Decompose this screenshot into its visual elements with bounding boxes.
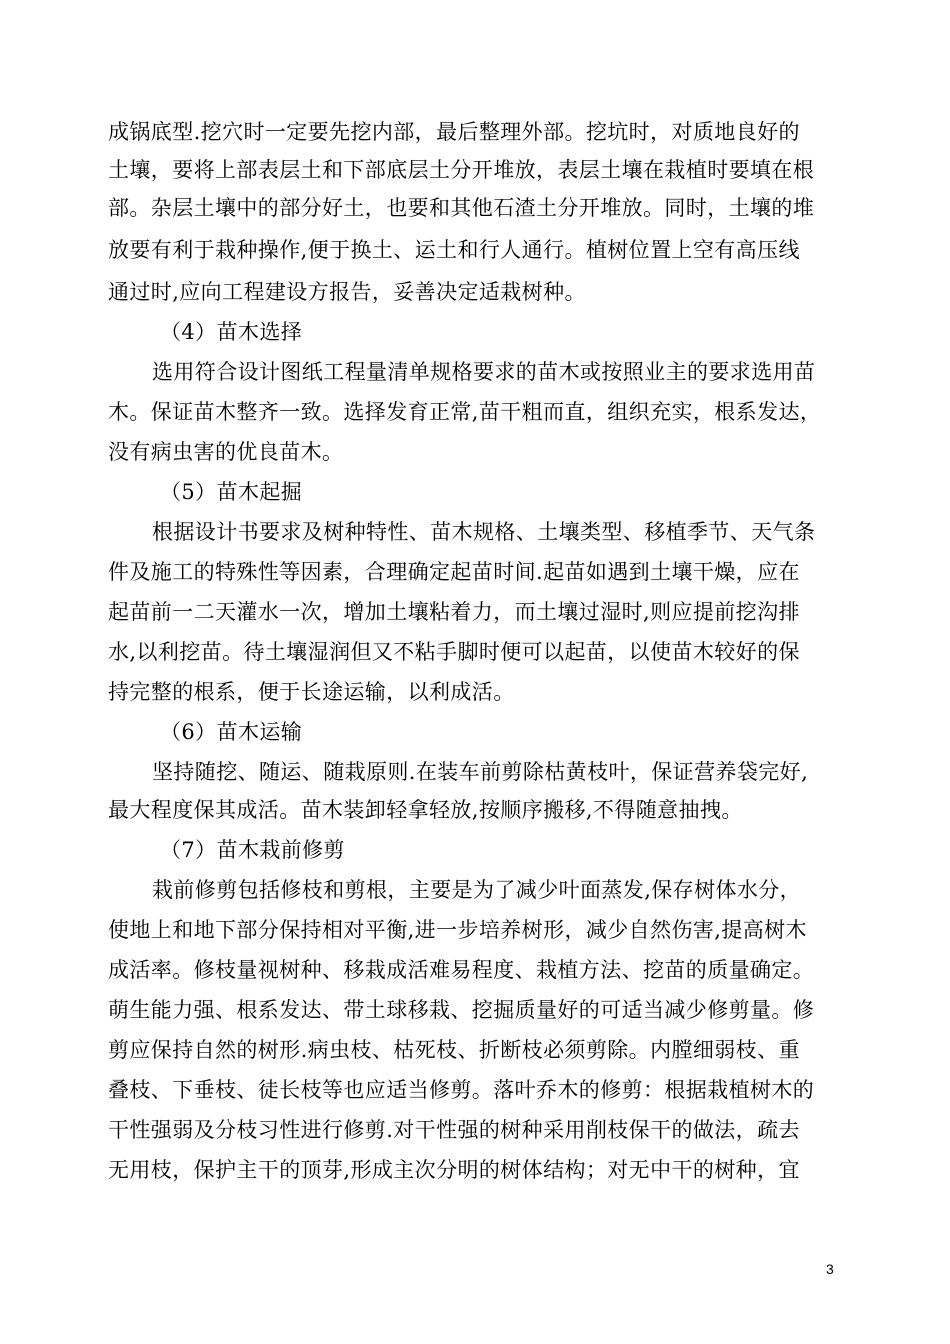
section-heading: （6）苗木运输: [160, 720, 303, 744]
body-text-line: 叠枝、下垂枝、徒长枝等也应适当修剪。落叶乔木的修剪：根据栽植树木的: [108, 1078, 815, 1102]
body-text-line: 没有病虫害的优良苗木。: [108, 440, 344, 464]
body-text-line: 放要有利于栽种操作,便于换土、运土和行人通行。植树位置上空有高压线: [108, 238, 800, 262]
section-heading: （7）苗木栽前修剪: [160, 838, 345, 862]
body-text-line: 通过时,应向工程建设方报告，妥善决定适栽树种。: [108, 280, 586, 304]
body-text-line: 部。杂层土壤中的部分好土，也要和其他石渣土分开堆放。同时，土壤的堆: [108, 196, 815, 220]
page-number: 3: [826, 1261, 834, 1277]
body-text-line: 最大程度保其成活。苗木装卸轻拿轻放,按顺序搬移,不得随意抽拽。: [108, 798, 743, 822]
paragraph-first-line: 选用符合设计图纸工程量清单规格要求的苗木或按照业主的要求选用苗: [152, 360, 816, 384]
body-text-line: 剪应保持自然的树形.病虫枝、枯死枝、折断枝必须剪除。内膛细弱枝、重: [108, 1038, 800, 1062]
section-heading: （5）苗木起掘: [160, 480, 303, 504]
body-text-line: 成活率。修枝量视树种、移栽成活难易程度、栽植方法、挖苗的质量确定。: [108, 958, 815, 982]
body-text-line: 干性强弱及分枝习性进行修剪.对干性强的树种采用削枝保干的做法，疏去: [108, 1118, 800, 1142]
body-text-line: 使地上和地下部分保持相对平衡,进一步培养树形，减少自然伤害,提高树木: [108, 918, 807, 942]
body-text-line: 无用枝，保护主干的顶芽,形成主次分明的树体结构；对无中干的树种，宜: [108, 1158, 800, 1182]
body-text-line: 成锅底型.挖穴时一定要先挖内部，最后整理外部。挖坑时，对质地良好的: [108, 120, 800, 144]
paragraph-first-line: 栽前修剪包括修枝和剪根，主要是为了减少叶面蒸发,保存树体水分，: [152, 878, 802, 902]
section-heading: （4）苗木选择: [160, 320, 303, 344]
paragraph-first-line: 坚持随挖、随运、随栽原则.在装车前剪除枯黄枝叶，保证营养袋完好,: [152, 760, 809, 784]
body-text-line: 件及施工的特殊性等因素，合理确定起苗时间.起苗如遇到土壤干燥，应在: [108, 560, 800, 584]
body-text-line: 土壤，要将上部表层土和下部底层土分开堆放，表层土壤在栽植时要填在根: [108, 158, 815, 182]
body-text-line: 水,以利挖苗。待土壤湿润但又不粘手脚时便可以起苗，以使苗木较好的保: [108, 640, 800, 664]
paragraph-first-line: 根据设计书要求及树种特性、苗木规格、土壤类型、移植季节、天气条: [152, 520, 816, 544]
body-text-line: 持完整的根系，便于长途运输，以利成活。: [108, 680, 515, 704]
body-text-line: 起苗前一二天灌水一次，增加土壤粘着力，而土壤过湿时,则应提前挖沟排: [108, 600, 800, 624]
body-text-line: 萌生能力强、根系发达、带土球移栽、挖掘质量好的可适当减少修剪量。修: [108, 998, 815, 1022]
body-text-line: 木。保证苗木整齐一致。选择发育正常,苗干粗而直，组织充实，根系发达，: [108, 400, 822, 424]
